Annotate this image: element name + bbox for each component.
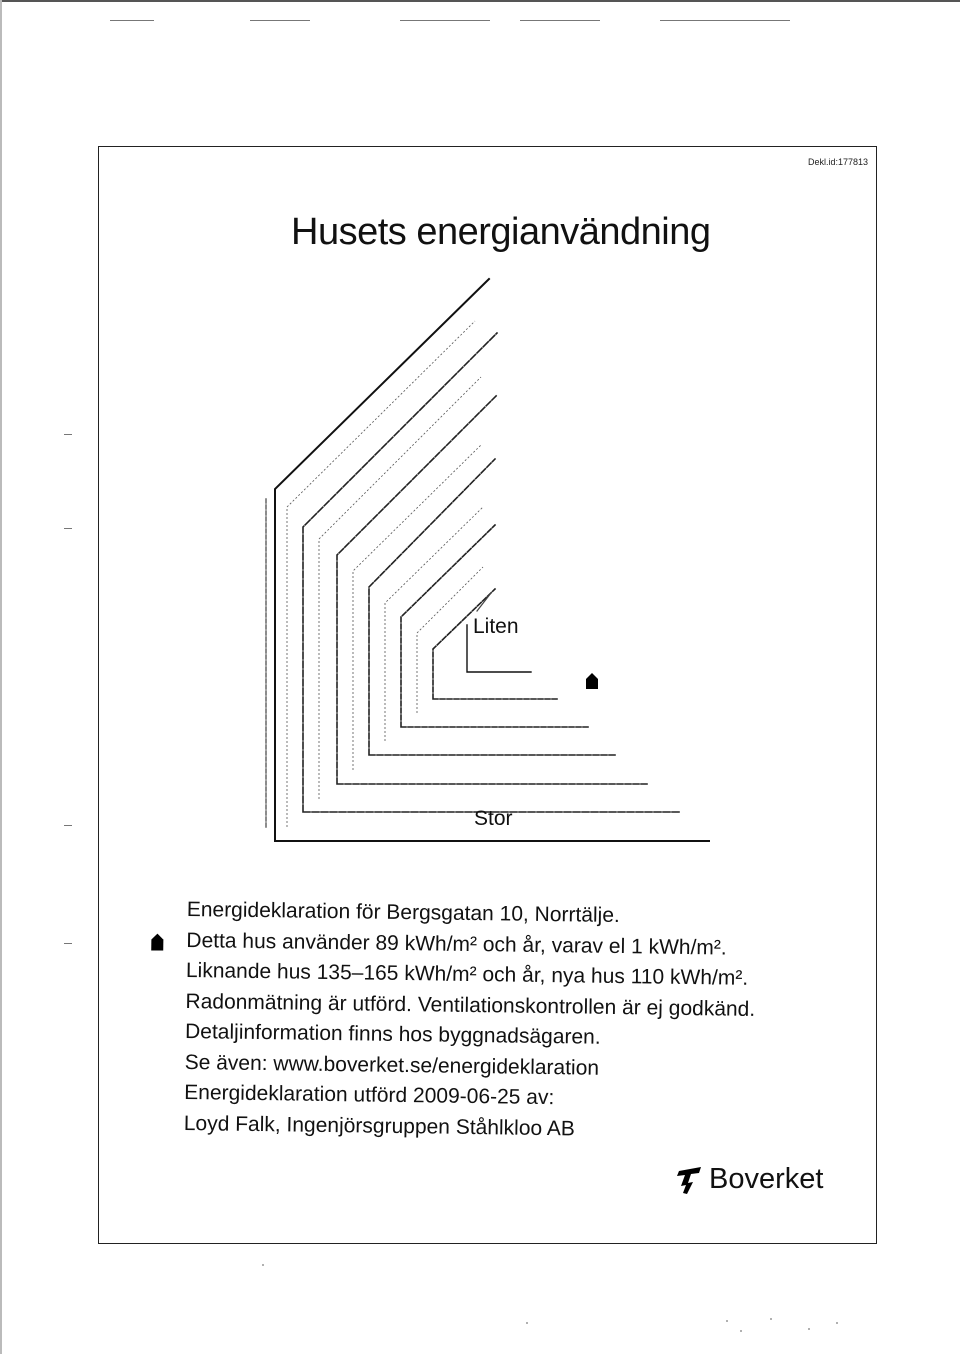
energy-scale-graphic [239,267,839,847]
website-line: Se även: www.boverket.se/energideklaration [184,1050,600,1080]
scan-mark [64,825,72,826]
scale-band-2 [433,589,557,699]
scale-large-label: Stor [474,807,513,830]
scan-speckle [526,1322,528,1324]
scan-left-edge [0,0,2,1354]
scale-band-5 [337,395,649,784]
scale-band-small-top [477,593,491,611]
details-line: Detaljinformation finns hos byggnadsägaren. [184,1019,601,1049]
scan-mark [400,20,490,21]
scale-shading [417,567,483,713]
scale-shading [385,507,483,741]
scan-speckle [726,1320,728,1322]
scale-band-4 [369,459,617,755]
declaration-summary [184,895,827,1148]
declaration-frame [98,146,877,1244]
performed-by-line: Loyd Falk, Ingenjörsgruppen Ståhlkloo AB [183,1111,576,1140]
scan-speckle [808,1328,810,1330]
scale-small-label: Liten [473,615,519,638]
scale-shading [319,377,481,799]
boverket-brand [677,1163,823,1196]
scan-mark [110,20,154,21]
house-icon [586,673,598,689]
brand-name: Boverket [709,1163,824,1195]
scan-mark [64,943,72,944]
scan-mark [660,20,790,21]
scan-speckle [740,1330,742,1332]
radon-line: Radonmätning är utförd. Ventilationskontrollen är ej godkänd. [185,989,756,1021]
scan-mark [250,20,310,21]
boverket-logo-icon [677,1165,703,1195]
scan-mark [64,528,72,529]
comparison-line: Liknande hus 135–165 kWh/m² och år, nya hus 110 kWh/m². [185,958,749,990]
scan-top-edge [0,0,960,2]
scan-mark [64,434,72,435]
address-line: Energideklaration för Bergsgatan 10, Norrtälje. [186,897,620,928]
performed-date-line: Energideklaration utförd 2009-06-25 av: [184,1080,555,1110]
scan-mark [520,20,600,21]
scan-speckle [262,1264,264,1266]
page-title: Husets energianvändning [291,211,711,253]
declaration-id: Dekl.id:177813 [807,157,868,167]
scan-speckle [770,1318,772,1320]
scale-band-large [275,279,709,841]
scan-speckle [836,1322,838,1324]
usage-text: Detta hus använder 89 kWh/m² och år, varav el 1 kWh/m². [186,928,727,960]
house-icon [150,932,164,950]
